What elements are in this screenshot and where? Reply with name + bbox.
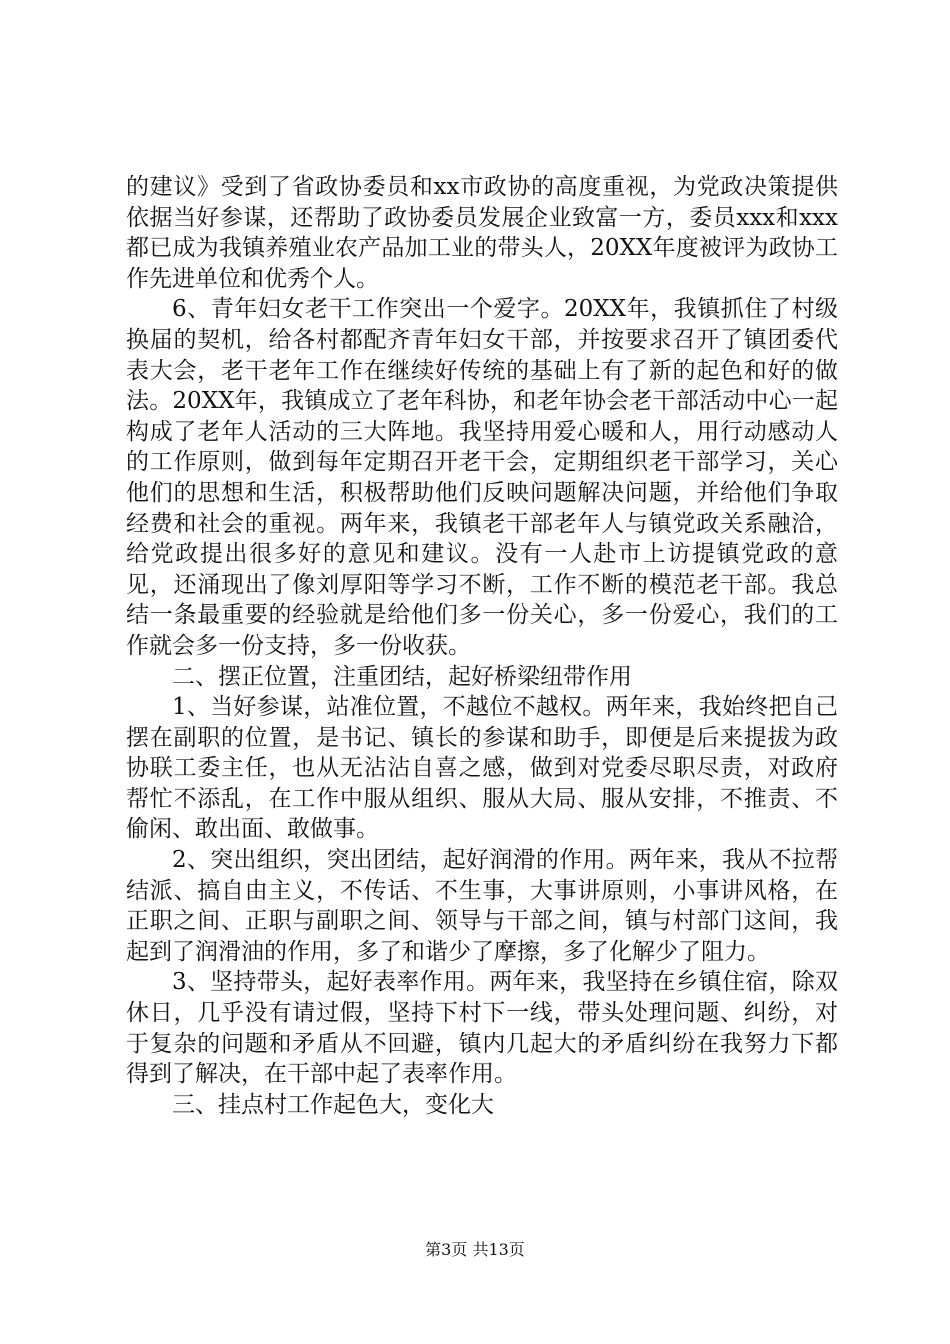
section-heading-3: 三、挂点村工作起色大，变化大 [172, 1091, 494, 1118]
paragraph-4: 2、突出组织，突出团结，起好润滑的作用。两年来，我从不拉帮结派、搞自由主义，不传话、不生事，大事讲原则，小事讲风格，在正职之间、正职与副职之间、领导与干部之间，镇与村部门这间，我起到了润滑油的作用，多了和谐少了摩擦，多了化解少了阻力。 [126, 847, 838, 965]
paragraph-3: 1、当好参谋，站准位置，不越位不越权。两年来，我始终把自己摆在副职的位置，是书记、镇长的参谋和助手，即便是后来提拔为政协联工委主任，也从无沾沾自喜之感，做到对党委尽职尽责，对政府帮忙不添乱，在工作中服从组织、服从大局、服从安排，不推责、不偷闲、敢出面、敢做事。 [126, 694, 838, 843]
document-body [126, 172, 838, 1120]
paragraph-2: 6、青年妇女老干工作突出一个爱字。20XX年，我镇抓住了村级换届的契机，给各村都配齐青年妇女干部，并按要求召开了镇团委代表大会，老干老年工作在继续好传统的基础上有了新的起色和好的做法。20XX年，我镇成立了老年科协，和老年协会老干部活动中心一起构成了老年人活动的三大阵地。我坚持用爱心暖和人，用行动感动人的工作原则，做到每年定期召开老干会，定期组织老干部学习，关心他们的思想和生活，积极帮助他们反映问题解决问题，并给他们争取经费和社会的重视。两年来，我镇老干部老年人与镇党政关系融洽，给党政提出很多好的意见和建议。没有一人赴市上访提镇党政的意见，还涌现出了像刘厚阳等学习不断，工作不断的模范老干部。我总结一条最重要的经验就是给他们多一份关心，多一份爱心，我们的工作就会多一份支持，多一份收获。 [126, 296, 838, 659]
section-heading-2: 二、摆正位置，注重团结，起好桥梁纽带作用 [172, 663, 632, 690]
page-footer: 第3页 共13页 [425, 1240, 525, 1259]
paragraph-1: 的建议》受到了省政协委员和xx市政协的高度重视，为党政决策提供依据当好参谋，还帮助了政协委员发展企业致富一方，委员xxx和xxx都已成为我镇养殖业农产品加工业的带头人，20XX年度被评为政协工作先进单位和优秀个人。 [126, 174, 838, 292]
paragraph-5: 3、坚持带头，起好表率作用。两年来，我坚持在乡镇住宿，除双休日，几乎没有请过假，坚持下村下一线，带头处理问题、纠纷，对于复杂的问题和矛盾从不回避，镇内几起大的矛盾纠纷在我努力下都得到了解决，在干部中起了表率作用。 [126, 969, 838, 1088]
